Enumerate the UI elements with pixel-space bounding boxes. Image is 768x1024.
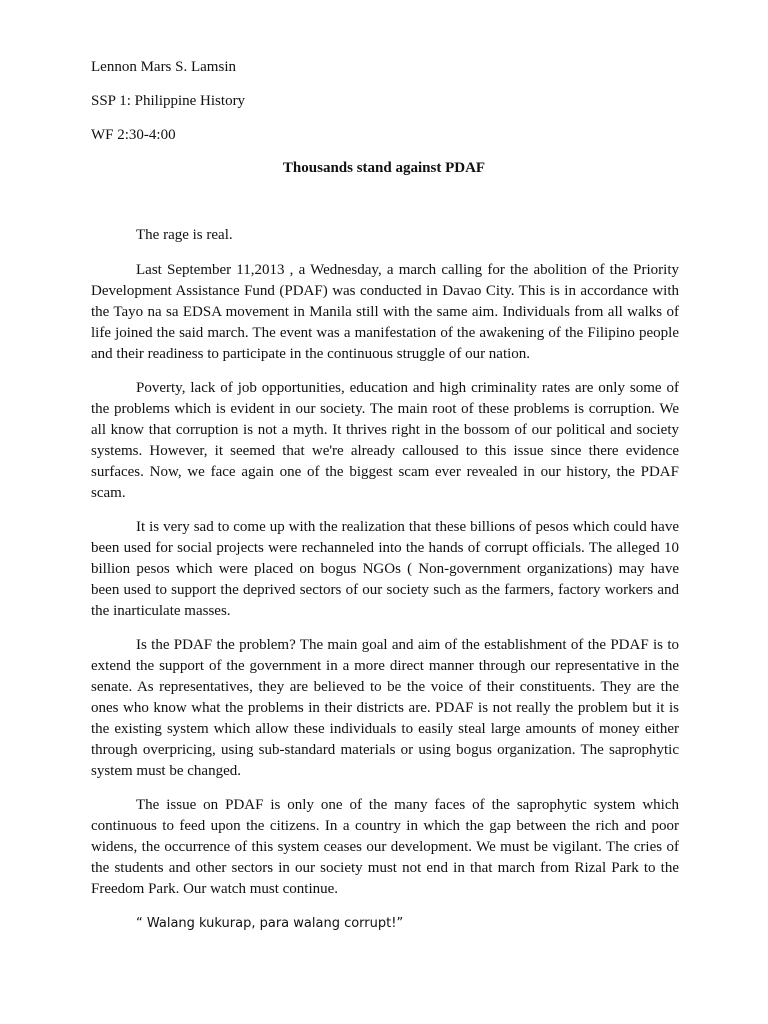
paragraph-saprophytic: The issue on PDAF is only one of the many faces of the saprophytic system which continuous to feed upon the citizens. In a country in which the gap between the rich and poor widens, the occurrence of this system ceases our development. We must be vigilant. The cries of the students and other sectors in our society must not end in that march from Rizal Park to the Freedom Park. Our watch must continue. <box>91 797 679 897</box>
paragraph-opening: The rage is real. <box>136 227 233 243</box>
class-schedule: WF 2:30-4:00 <box>91 127 176 143</box>
closing-quote: “ Walang kukurap, para walang corrupt!” <box>136 916 404 931</box>
paragraph-pdaf-problem: Is the PDAF the problem? The main goal and aim of the establishment of the PDAF is to extend the support of the government in a more direct manner through our representative in the senate. As representatives, they are believed to be the voice of their constituents. They are the ones who know what the problems in their districts are. PDAF is not really the problem but it is the existing system which allow these individuals to easily steal large amounts of money either through overpricing, using sub-standard materials or using bogus organization. The saprophytic system must be changed. <box>91 637 679 779</box>
paragraph-march: Last September 11,2013 , a Wednesday, a march calling for the abolition of the Priority Development Assistance Fund (PDAF) was conducted in Davao City. This is in accordance with the Tayo na sa EDSA movement in Manila still with the same aim. Individuals from all walks of life joined the said march. The event was a manifestation of the awakening of the Filipino people and their readiness to participate in the continuous struggle of our nation. <box>91 262 679 362</box>
paragraph-corruption: Poverty, lack of job opportunities, education and high criminality rates are only some of the problems which is evident in our society. The main root of these problems is corruption. We all know that corruption is not a myth. It thrives right in the bossom of our political and society systems. However, it seemed that we're already calloused to this issue since there evidence surfaces. Now, we face again one of the biggest scam ever revealed in our history, the PDAF scam. <box>91 380 679 501</box>
essay-body <box>91 225 679 934</box>
essay-title: Thousands stand against PDAF <box>282 160 486 176</box>
author-name: Lennon Mars S. Lamsin <box>91 59 236 75</box>
paragraph-billions: It is very sad to come up with the realization that these billions of pesos which could have been used for social projects were rechanneled into the hands of corrupt officials. The alleged 10 billion pesos which were placed on bogus NGOs ( Non-government organizations) may have been used to support the deprived sectors of our society such as the farmers, factory workers and the inarticulate masses. <box>91 519 679 619</box>
course-title: SSP 1: Philippine History <box>91 93 246 109</box>
